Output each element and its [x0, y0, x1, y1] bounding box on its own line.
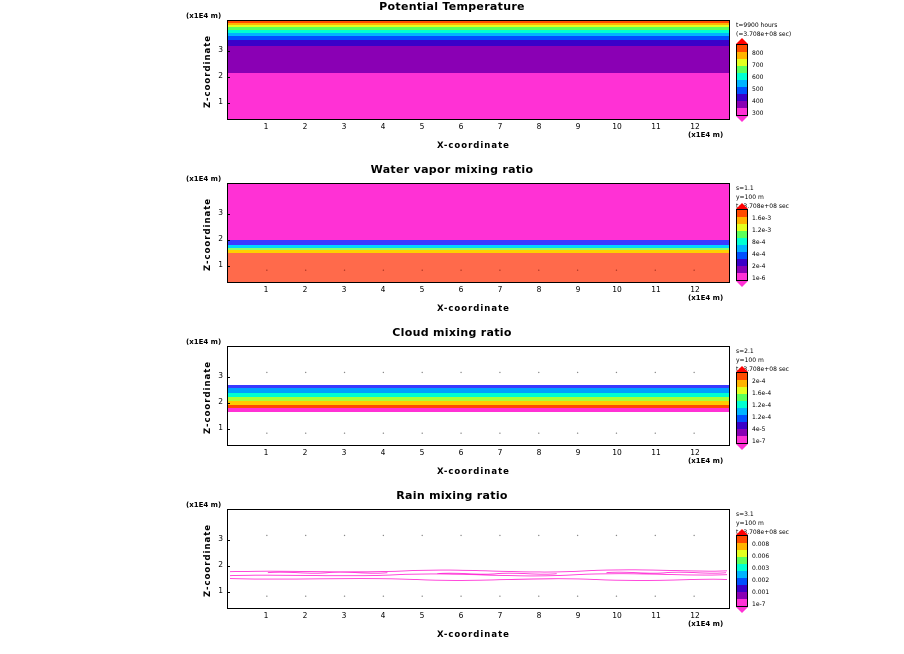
- x-tick-label: 4: [380, 122, 386, 131]
- colorbar-tick-label: 1e-6: [752, 275, 766, 282]
- x-tick-label: 9: [575, 611, 581, 620]
- x-tick-label: 2: [302, 285, 308, 294]
- x-tick-label: 1: [263, 448, 269, 457]
- colorbar-tick-label: 800: [752, 50, 764, 57]
- x-tick-label: 1: [263, 285, 269, 294]
- x-tick-label: 3: [341, 611, 347, 620]
- colorbar-segment: [737, 408, 747, 415]
- colorbar-segment: [737, 373, 747, 380]
- annotation-s: s=3.1: [736, 511, 754, 518]
- y-tick-mark: [227, 592, 230, 593]
- x-tick-label: 4: [380, 611, 386, 620]
- colorbar: [736, 372, 748, 444]
- panel-title: Rain mixing ratio: [396, 489, 508, 502]
- y-axis-label: Z-coordinate: [203, 197, 213, 271]
- x-tick-label: 2: [302, 122, 308, 131]
- y-tick-label: 3: [218, 371, 223, 380]
- y-tick-mark: [227, 429, 230, 430]
- rain-contours: [228, 510, 729, 608]
- colorbar-segment: [737, 66, 747, 73]
- x-tick-label: 11: [651, 611, 661, 620]
- colorbar-tick-label: 400: [752, 98, 764, 105]
- y-tick-mark: [227, 103, 230, 104]
- colorbar-segment: [737, 429, 747, 436]
- colorbar-segment: [737, 550, 747, 557]
- y-axis-label: Z-coordinate: [203, 34, 213, 108]
- colorbar-tick-label: 300: [752, 110, 764, 117]
- annotation-s: s=2.1: [736, 348, 754, 355]
- colorbar-segment: [737, 52, 747, 59]
- x-tick-label: 12: [690, 285, 700, 294]
- colorbar-segment: [737, 436, 747, 443]
- colorbar-segment: [737, 564, 747, 571]
- y-tick-mark: [227, 214, 230, 215]
- x-tick-label: 10: [612, 611, 622, 620]
- panel-rain-mixing-ratio: [0, 489, 904, 652]
- colorbar-tick-label: 1.2e-4: [752, 402, 772, 409]
- y-axis-label: Z-coordinate: [203, 360, 213, 434]
- x-tick-label: 12: [690, 611, 700, 620]
- y-tick-mark: [227, 77, 230, 78]
- x-tick-label: 4: [380, 285, 386, 294]
- panel-potential-temperature: [0, 0, 904, 163]
- x-tick-label: 3: [341, 448, 347, 457]
- colorbar: [736, 209, 748, 281]
- panel-title: Cloud mixing ratio: [392, 326, 512, 339]
- colorbar-tick-label: 0.003: [752, 565, 770, 572]
- colorbar-tick-label: 1.2e-4: [752, 414, 772, 421]
- y-tick-mark: [227, 566, 230, 567]
- panel-title: Water vapor mixing ratio: [370, 163, 534, 176]
- y-tick-mark: [227, 377, 230, 378]
- colorbar-segment: [737, 585, 747, 592]
- x-tick-label: 12: [690, 448, 700, 457]
- colorbar-tick-label: 0.002: [752, 577, 770, 584]
- contour-band: [228, 73, 729, 119]
- x-tick-label: 3: [341, 285, 347, 294]
- x-tick-label: 7: [497, 448, 503, 457]
- colorbar-segment: [737, 543, 747, 550]
- annotation-time: t=9900 hours: [736, 22, 778, 29]
- colorbar-tick-label: 600: [752, 74, 764, 81]
- x-tick-label: 10: [612, 285, 622, 294]
- colorbar-bottom-arrow: [736, 281, 748, 287]
- colorbar-segment: [737, 422, 747, 429]
- colorbar-tick-label: 0.001: [752, 589, 770, 596]
- colorbar-segment: [737, 401, 747, 408]
- colorbar-segment: [737, 571, 747, 578]
- y-tick-mark: [227, 51, 230, 52]
- x-tick-label: 8: [536, 448, 542, 457]
- y-tick-mark: [227, 540, 230, 541]
- x-axis-unit: (x1E4 m): [688, 457, 724, 465]
- y-axis-unit: (x1E4 m): [186, 501, 222, 509]
- colorbar-segment: [737, 101, 747, 108]
- x-axis-unit: (x1E4 m): [688, 620, 724, 628]
- colorbar-tick-label: 1.6e-3: [752, 215, 772, 222]
- colorbar-tick-label: 1.6e-4: [752, 390, 772, 397]
- colorbar-segment: [737, 578, 747, 585]
- y-tick-label: 2: [218, 397, 223, 406]
- y-tick-label: 1: [218, 260, 223, 269]
- x-tick-label: 2: [302, 611, 308, 620]
- annotation-t: t=3.708e+08 sec: [736, 529, 789, 536]
- colorbar-bottom-arrow: [736, 607, 748, 613]
- colorbar: [736, 535, 748, 607]
- colorbar-segment: [737, 380, 747, 387]
- annotation-t: t=3.708e+08 sec: [736, 203, 789, 210]
- x-tick-label: 5: [419, 285, 425, 294]
- colorbar-segment: [737, 592, 747, 599]
- x-tick-label: 5: [419, 122, 425, 131]
- x-axis-label: X-coordinate: [437, 630, 510, 640]
- y-tick-label: 1: [218, 586, 223, 595]
- colorbar-tick-label: 700: [752, 62, 764, 69]
- x-tick-label: 6: [458, 611, 464, 620]
- colorbar-segment: [737, 59, 747, 66]
- colorbar-tick-label: 8e-4: [752, 239, 766, 246]
- y-axis-unit: (x1E4 m): [186, 175, 222, 183]
- annotation-y: y=100 m: [736, 357, 764, 364]
- colorbar-tick-label: 4e-5: [752, 426, 766, 433]
- grid-dots-lower: [228, 184, 729, 282]
- colorbar-segment: [737, 45, 747, 52]
- colorbar-segment: [737, 387, 747, 394]
- contour-band: [228, 408, 729, 411]
- colorbar-segment: [737, 94, 747, 101]
- x-axis-unit: (x1E4 m): [688, 131, 724, 139]
- colorbar: [736, 44, 748, 116]
- x-tick-label: 9: [575, 122, 581, 131]
- x-tick-label: 9: [575, 285, 581, 294]
- y-tick-label: 3: [218, 45, 223, 54]
- colorbar-segment: [737, 238, 747, 245]
- plot-area: [227, 183, 730, 283]
- x-tick-label: 11: [651, 285, 661, 294]
- contour-band: [228, 46, 729, 72]
- colorbar-segment: [737, 224, 747, 231]
- colorbar-segment: [737, 210, 747, 217]
- colorbar-segment: [737, 599, 747, 606]
- colorbar-segment: [737, 259, 747, 266]
- x-tick-label: 7: [497, 285, 503, 294]
- x-tick-label: 1: [263, 122, 269, 131]
- colorbar-segment: [737, 217, 747, 224]
- colorbar-tick-label: 1.2e-3: [752, 227, 772, 234]
- y-tick-label: 1: [218, 423, 223, 432]
- plot-area: [227, 20, 730, 120]
- annotation-y: y=100 m: [736, 520, 764, 527]
- x-tick-label: 8: [536, 285, 542, 294]
- x-tick-label: 11: [651, 122, 661, 131]
- annotation-seconds: (=3.708e+08 sec): [736, 31, 792, 38]
- colorbar-segment: [737, 415, 747, 422]
- x-tick-label: 9: [575, 448, 581, 457]
- x-tick-label: 8: [536, 611, 542, 620]
- colorbar-tick-label: 2e-4: [752, 263, 766, 270]
- x-tick-label: 7: [497, 122, 503, 131]
- colorbar-segment: [737, 245, 747, 252]
- colorbar-segment: [737, 231, 747, 238]
- x-tick-label: 6: [458, 122, 464, 131]
- panel-title: Potential Temperature: [379, 0, 525, 13]
- x-tick-label: 12: [690, 122, 700, 131]
- panel-cloud-mixing-ratio: [0, 326, 904, 489]
- colorbar-bottom-arrow: [736, 444, 748, 450]
- colorbar-bottom-arrow: [736, 116, 748, 122]
- y-tick-label: 2: [218, 234, 223, 243]
- plot-area: [227, 509, 730, 609]
- x-tick-label: 7: [497, 611, 503, 620]
- colorbar-tick-label: 1e-7: [752, 601, 766, 608]
- panel-water-vapor-mixing-ratio: [0, 163, 904, 326]
- annotation-y: y=100 m: [736, 194, 764, 201]
- x-tick-label: 10: [612, 122, 622, 131]
- x-tick-label: 11: [651, 448, 661, 457]
- y-axis-label: Z-coordinate: [203, 523, 213, 597]
- colorbar-segment: [737, 273, 747, 280]
- y-tick-mark: [227, 403, 230, 404]
- x-axis-label: X-coordinate: [437, 141, 510, 151]
- y-tick-mark: [227, 266, 230, 267]
- colorbar-segment: [737, 394, 747, 401]
- y-tick-label: 2: [218, 560, 223, 569]
- colorbar-segment: [737, 536, 747, 543]
- y-tick-label: 2: [218, 71, 223, 80]
- y-tick-label: 3: [218, 534, 223, 543]
- x-axis-label: X-coordinate: [437, 304, 510, 314]
- colorbar-tick-label: 4e-4: [752, 251, 766, 258]
- colorbar-segment: [737, 108, 747, 115]
- annotation-t: t=3.708e+08 sec: [736, 366, 789, 373]
- colorbar-tick-label: 0.008: [752, 541, 770, 548]
- x-tick-label: 2: [302, 448, 308, 457]
- annotation-s: s=1.1: [736, 185, 754, 192]
- x-tick-label: 6: [458, 448, 464, 457]
- x-tick-label: 8: [536, 122, 542, 131]
- x-tick-label: 10: [612, 448, 622, 457]
- x-tick-label: 4: [380, 448, 386, 457]
- y-tick-mark: [227, 240, 230, 241]
- x-axis-label: X-coordinate: [437, 467, 510, 477]
- y-tick-label: 3: [218, 208, 223, 217]
- colorbar-tick-label: 500: [752, 86, 764, 93]
- colorbar-segment: [737, 557, 747, 564]
- y-axis-unit: (x1E4 m): [186, 338, 222, 346]
- x-tick-label: 5: [419, 448, 425, 457]
- colorbar-tick-label: 2e-4: [752, 378, 766, 385]
- colorbar-segment: [737, 80, 747, 87]
- colorbar-segment: [737, 252, 747, 259]
- x-tick-label: 3: [341, 122, 347, 131]
- x-tick-label: 5: [419, 611, 425, 620]
- x-tick-label: 6: [458, 285, 464, 294]
- y-tick-label: 1: [218, 97, 223, 106]
- x-tick-label: 1: [263, 611, 269, 620]
- colorbar-segment: [737, 266, 747, 273]
- colorbar-segment: [737, 87, 747, 94]
- colorbar-tick-label: 0.006: [752, 553, 770, 560]
- x-axis-unit: (x1E4 m): [688, 294, 724, 302]
- y-axis-unit: (x1E4 m): [186, 12, 222, 20]
- plot-area: [227, 346, 730, 446]
- colorbar-tick-label: 1e-7: [752, 438, 766, 445]
- colorbar-segment: [737, 73, 747, 80]
